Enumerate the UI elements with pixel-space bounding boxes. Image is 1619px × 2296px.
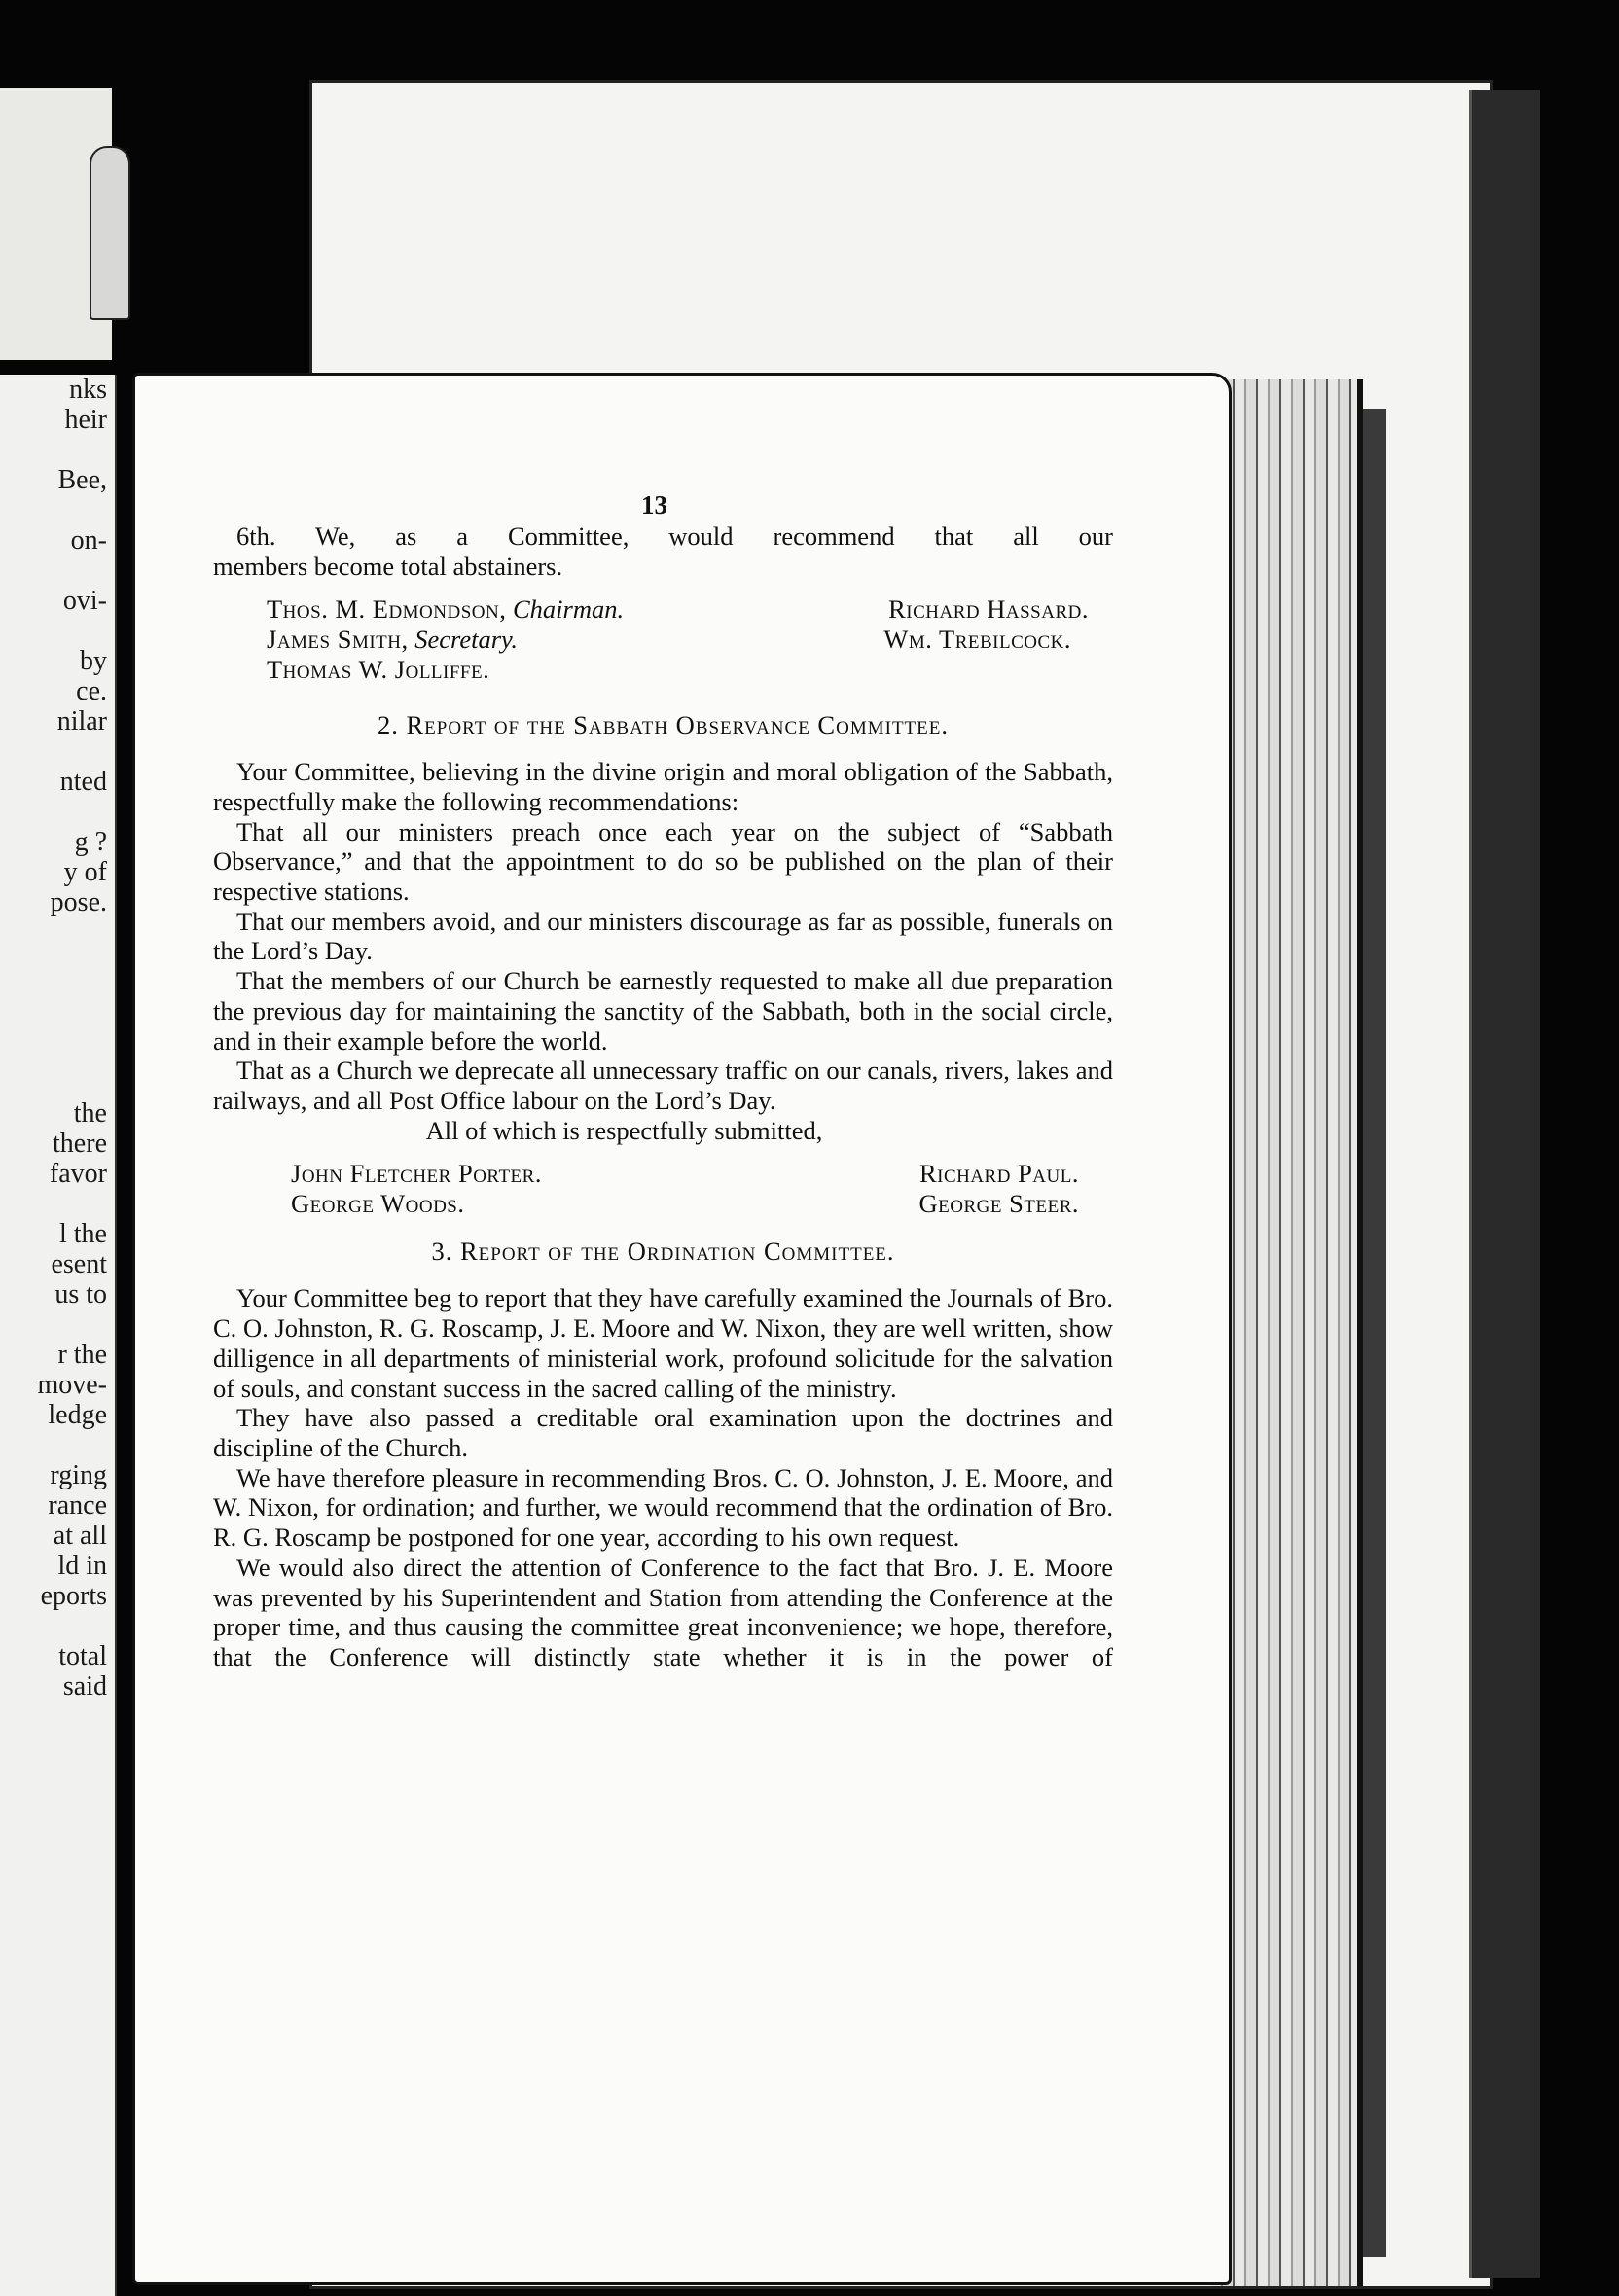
- paragraph: That our members avoid, and our ministers discourage as far as possible, funerals on the Lord’s Day.: [213, 906, 1113, 966]
- paragraph: That the members of our Church be earnestly requested to make all due preparation the previous day for maintaining the sanctity of the Sabbath, both in the social circle, and in their example before the world.: [213, 966, 1113, 1056]
- left-page-fragment: [10, 1189, 107, 1219]
- paragraph: That all our ministers preach once each year on the subject of “Sabbath Observance,” and that the appointment to do so be published on the plan of their respective stations.: [213, 816, 1113, 907]
- left-page-fragment: [10, 797, 107, 827]
- left-page-fragment: [10, 978, 107, 1008]
- left-page-fragment: nks: [69, 375, 107, 405]
- signatory-name: James Smith,: [267, 625, 409, 655]
- left-page-fragment: [10, 1008, 107, 1038]
- closing-line: All of which is respectfully submitted,: [425, 1115, 823, 1145]
- left-page-text-fragments: [10, 375, 107, 1702]
- stacked-page-edges: [1211, 379, 1363, 2286]
- signature-row: [267, 655, 1089, 685]
- book-spine: [1469, 90, 1540, 2278]
- left-page-fragment: rging: [50, 1460, 107, 1490]
- left-page-fragment: g ?: [74, 827, 107, 857]
- left-page-fragment: on-: [70, 525, 107, 556]
- paragraph: We would also direct the attention of Conference to the fact that Bro. J. E. Moore was prevented by his Superintendent and Station from attending the Conference at the proper time, and thus causing the committee great inconvenience; we hope, therefore, that the Conference will distinctly state whether it is in the power of: [213, 1552, 1113, 1671]
- left-page-fragment: [10, 1611, 107, 1641]
- left-page-fragment: [10, 1309, 107, 1340]
- left-page-fragment: the: [73, 1098, 107, 1129]
- signatory-name: Richard Paul.: [918, 1159, 1079, 1189]
- left-page-fragment: y of: [63, 857, 107, 887]
- left-page-fragment: esent: [51, 1249, 107, 1279]
- left-page-fragment: ovi-: [62, 586, 107, 616]
- left-page-fragment: eports: [40, 1581, 107, 1611]
- left-page-fragment: [10, 616, 107, 646]
- paragraph: We have therefore pleasure in recommending Bros. C. O. Johnston, J. E. Moore, and W. Nixon, for ordination; and further, we would recommend that the ordination of Bro. R. G. Roscamp be postponed for one year, according to his own request.: [213, 1462, 1113, 1553]
- left-page-fragment: [10, 948, 107, 978]
- left-page-fragment: total: [58, 1641, 107, 1671]
- left-page-fragment: favor: [49, 1159, 107, 1189]
- left-page-fragment: said: [62, 1671, 107, 1702]
- signatory-name: George Woods.: [291, 1189, 465, 1219]
- left-page-fragment: [10, 435, 107, 465]
- left-page-fragment: r the: [57, 1340, 107, 1370]
- intro-line-2: members become total abstainers.: [213, 551, 563, 581]
- left-page-fragment: rance: [48, 1490, 107, 1521]
- bookmark-tab: [90, 146, 130, 320]
- left-page-fragment: ce.: [76, 676, 107, 706]
- signatory-name: Richard Hassard.: [888, 594, 1089, 625]
- page-number: 13: [641, 490, 667, 520]
- left-page-fragment: there: [53, 1129, 107, 1159]
- book-page: [132, 373, 1232, 2285]
- left-page-fragment: move-: [37, 1370, 107, 1400]
- signatory-name: George Steer.: [918, 1189, 1079, 1219]
- left-page-fragment: heir: [64, 405, 107, 435]
- left-page-fragment: Bee,: [57, 465, 107, 495]
- left-page-fragment: [10, 556, 107, 586]
- paragraph: Your Committee beg to report that they have carefully examined the Journals of Bro. C. O. Johnston, R. G. Roscamp, J. E. Moore and W. Nixon, they are well written, show dilligence in all departments of ministerial work, profound solicitude for the salvation of souls, and constant success in the sacred calling of the ministry.: [213, 1283, 1113, 1403]
- signatory-name: Wm. Trebilcock.: [883, 625, 1071, 655]
- left-page-fragment: [10, 1038, 107, 1068]
- left-page-fragment: [10, 736, 107, 767]
- signatory-role: Secretary.: [408, 625, 518, 655]
- left-page-fragment: [10, 495, 107, 525]
- section-heading-sabbath: 2. Report of the Sabbath Observance Committee.: [378, 709, 949, 739]
- left-page-fragment: at all: [53, 1521, 107, 1551]
- left-facing-page: [0, 375, 117, 2296]
- signatory-name: Thomas W. Jolliffe.: [267, 654, 490, 684]
- signatory-name: John Fletcher Porter.: [291, 1159, 542, 1189]
- page-content: [213, 521, 1113, 1672]
- signatures-temperance: [213, 594, 1113, 684]
- paragraph: That as a Church we deprecate all unnecessary traffic on our canals, rivers, lakes and railways, and all Post Office labour on the Lord’s Day.: [213, 1056, 1113, 1115]
- left-page-fragment: [10, 1068, 107, 1098]
- left-page-fragment: l the: [59, 1219, 107, 1249]
- left-page-fragment: by: [80, 646, 107, 676]
- signatory-role: Chairman.: [506, 594, 625, 625]
- paragraph: They have also passed a creditable oral examination upon the doctrines and discipline of the Church.: [213, 1403, 1113, 1462]
- signature-row: [291, 1189, 1079, 1219]
- signatory-name: Thos. M. Edmondson,: [267, 594, 507, 625]
- left-page-fragment: ld in: [57, 1551, 107, 1581]
- signature-row: [267, 625, 1089, 655]
- signatures-sabbath: [213, 1159, 1113, 1218]
- signature-row: [291, 1159, 1079, 1189]
- left-page-fragment: us to: [54, 1279, 107, 1309]
- left-page-fragment: nilar: [56, 706, 107, 736]
- left-page-fragment: [10, 917, 107, 948]
- left-page-fragment: [10, 1430, 107, 1460]
- intro-line-1: 6th. We, as a Committee, would recommend that all our: [236, 521, 1113, 551]
- left-page-fragment: nted: [59, 767, 107, 797]
- section-heading-ordination: 3. Report of the Ordination Committee.: [431, 1236, 895, 1266]
- signature-row: [267, 594, 1089, 625]
- left-page-fragment: pose.: [50, 887, 107, 917]
- left-page-fragment: ledge: [48, 1400, 107, 1430]
- paragraph: Your Committee, believing in the divine origin and moral obligation of the Sabbath, respectfully make the following recommendations:: [213, 757, 1113, 816]
